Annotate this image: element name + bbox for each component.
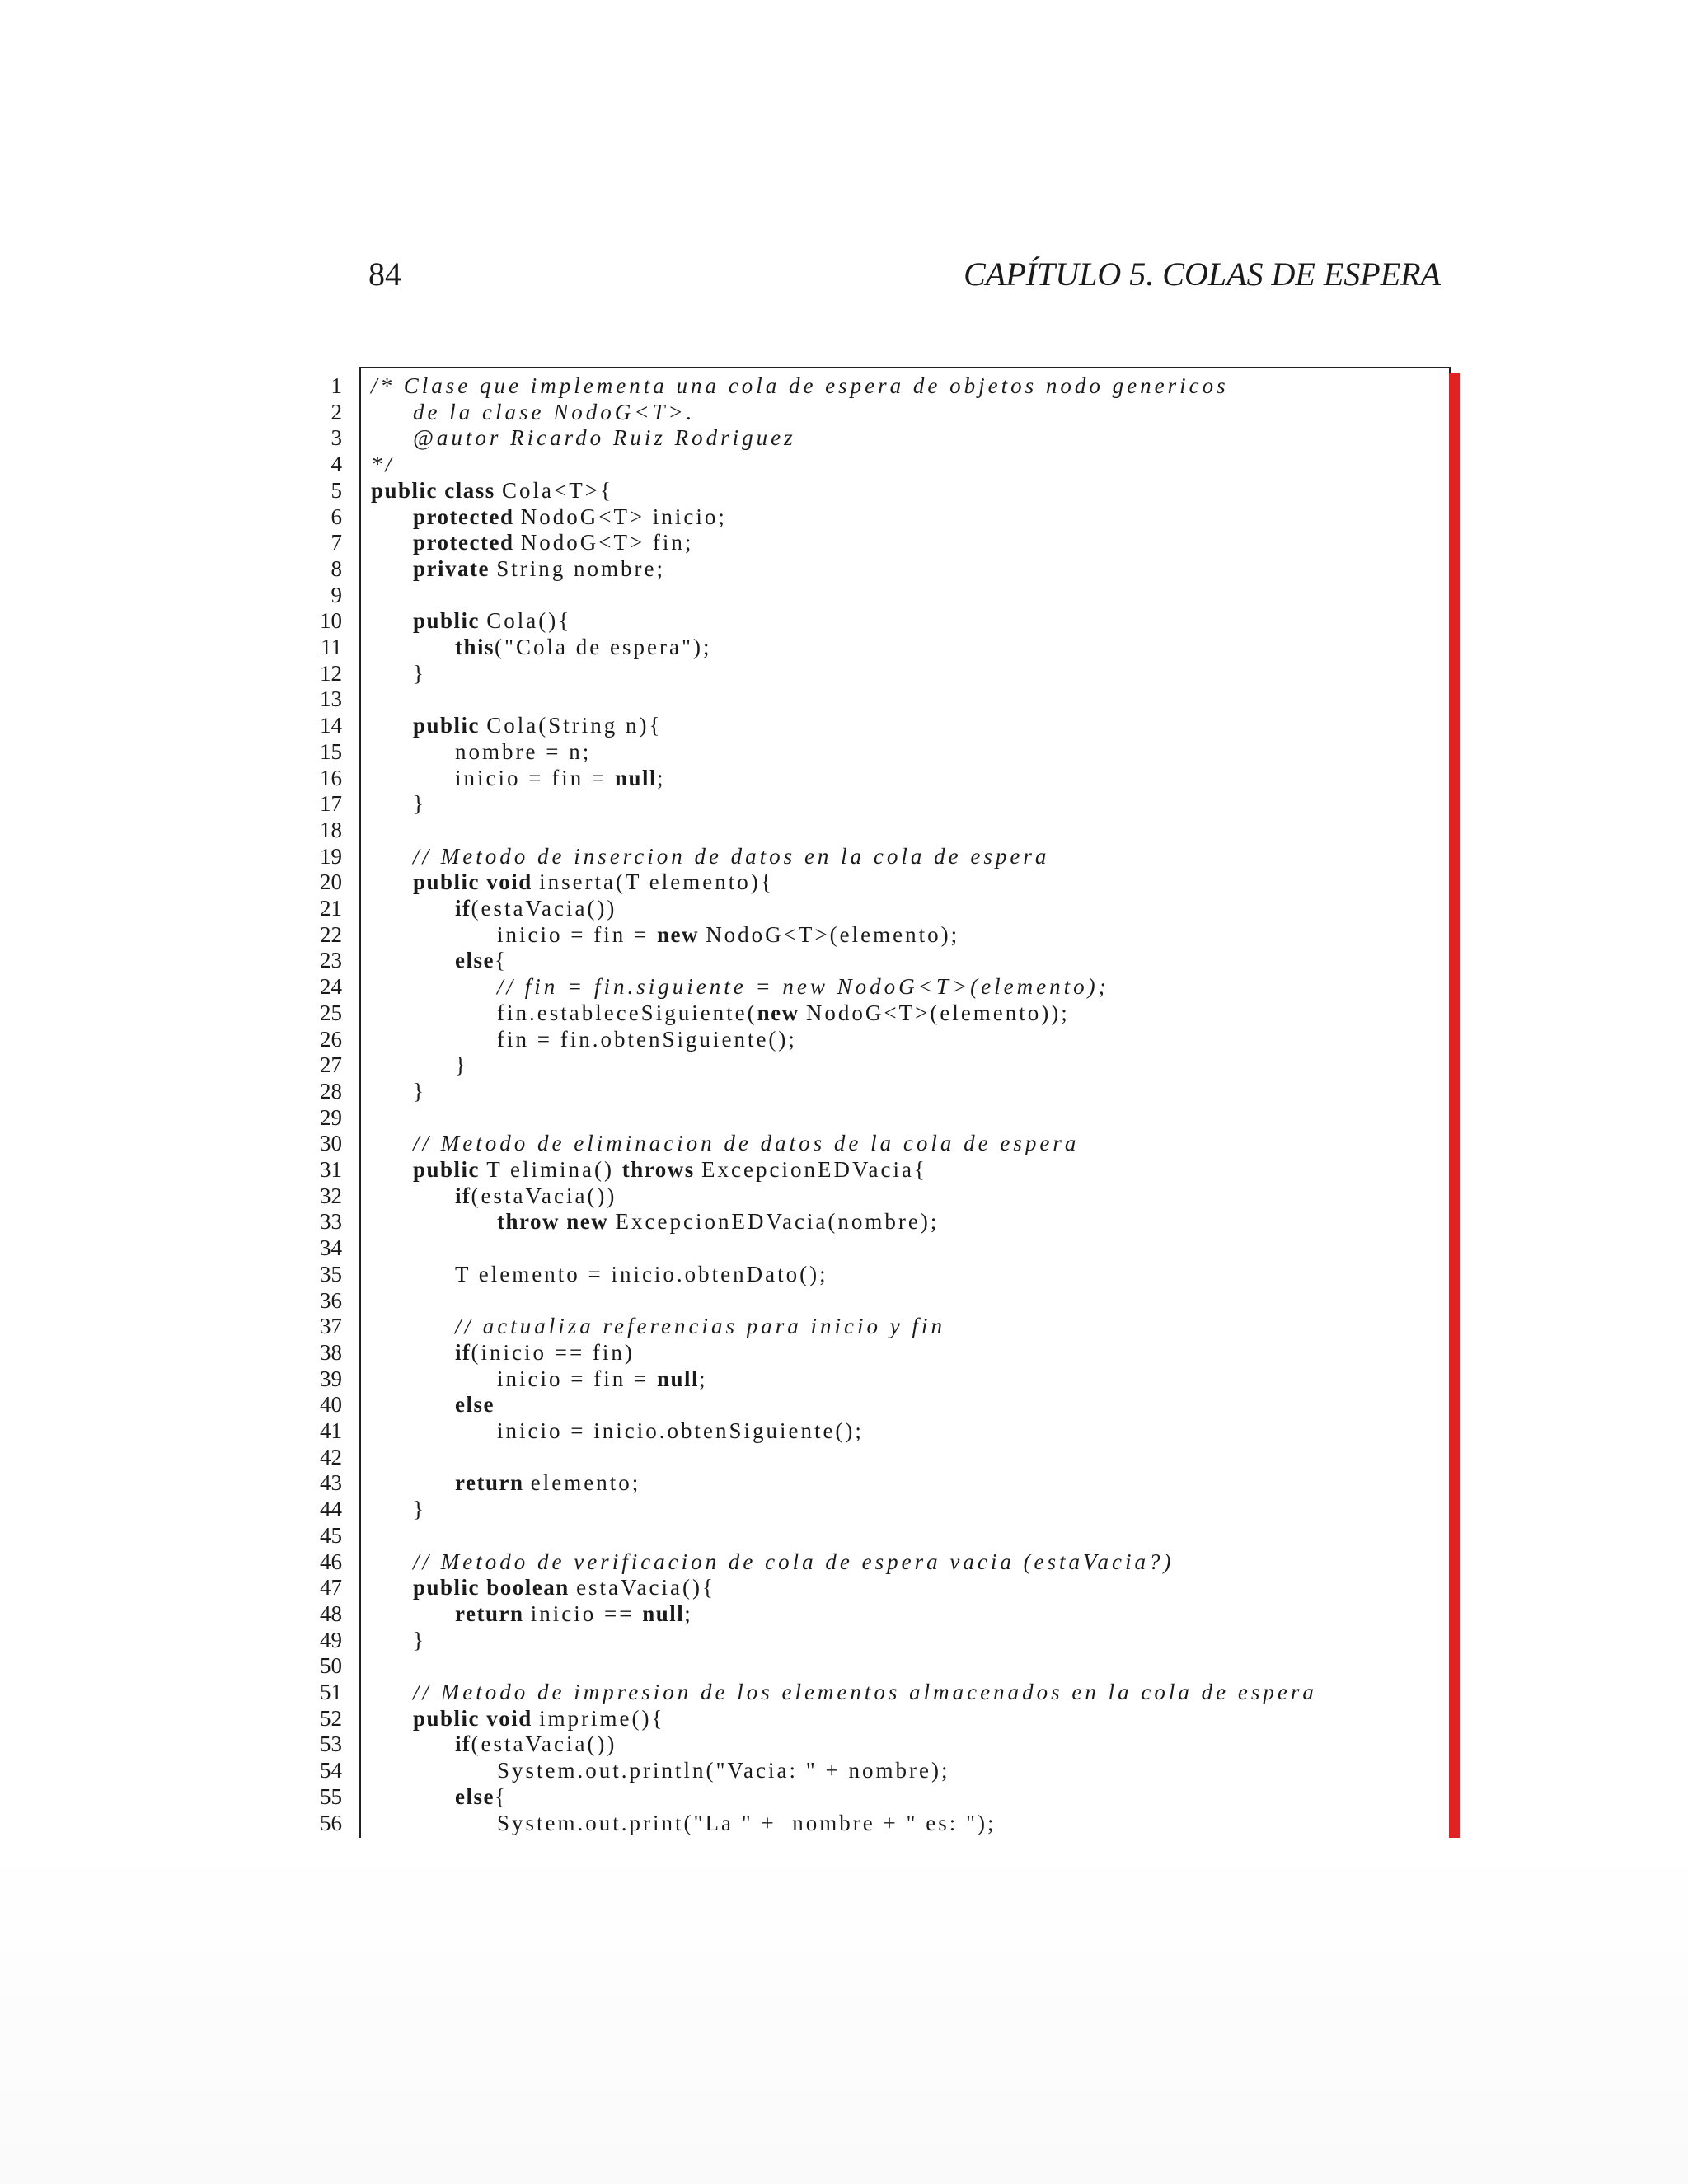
code-token: { [494, 1783, 508, 1809]
code-text [497, 1811, 996, 1837]
code-text [371, 452, 395, 478]
line-number: 27 [320, 1052, 342, 1078]
code-text [455, 948, 508, 974]
code-keyword: null [614, 765, 657, 790]
code-text [455, 1732, 617, 1758]
line-number: 49 [320, 1627, 342, 1652]
code-token: NodoG<T> inicio; [520, 504, 727, 529]
line-number: 25 [320, 1000, 342, 1025]
line-number: 15 [320, 738, 342, 764]
code-text [413, 1549, 1175, 1576]
code-token: inicio = fin = [455, 765, 615, 790]
code-text [413, 608, 571, 635]
code-keyword: else [455, 1392, 495, 1418]
code-text [413, 1680, 1317, 1706]
code-text [413, 504, 727, 531]
code-text [455, 1340, 635, 1366]
line-number: 48 [320, 1601, 342, 1626]
code-text [455, 1262, 828, 1288]
code-text [497, 1366, 708, 1393]
line-number: 51 [320, 1680, 342, 1704]
code-token: ; [684, 1601, 693, 1626]
code-text [455, 1392, 495, 1418]
code-keyword: return [455, 1470, 531, 1496]
code-text [497, 1027, 797, 1053]
code-keyword: private [413, 555, 497, 581]
code-keyword: public [413, 608, 487, 634]
code-keyword: if [455, 896, 471, 921]
line-number: 54 [320, 1758, 342, 1783]
code-keyword: if [455, 1732, 471, 1757]
code-text [413, 844, 1049, 870]
code-token: fin.estableceSiguiente( [497, 1000, 757, 1025]
line-number: 41 [320, 1418, 342, 1443]
code-text [413, 1575, 715, 1601]
line-number: 1 [331, 373, 342, 398]
code-text [413, 556, 665, 583]
code-keyword: public void [413, 869, 540, 895]
code-token: T elemento = inicio.obtenDato(); [455, 1261, 828, 1286]
code-token: ; [698, 1366, 708, 1391]
code-token: (estaVacia()) [471, 896, 617, 921]
line-number: 46 [320, 1549, 342, 1574]
page-number: 84 [368, 255, 401, 293]
code-token: { [494, 948, 508, 973]
code-comment: @autor Ricardo Ruiz Rodriguez [413, 425, 796, 451]
line-number: 7 [331, 530, 342, 555]
code-token: Cola<T>{ [502, 477, 613, 503]
code-comment: // Metodo de insercion de datos en la cola de espera [413, 843, 1050, 869]
code-comment: // Metodo de impresion de los elementos almacenados en la cola de espera [413, 1680, 1317, 1704]
line-number: 2 [331, 399, 342, 424]
code-comment: // Metodo de eliminacion de datos de la cola de espera [413, 1131, 1080, 1156]
code-text [455, 766, 666, 792]
code-text [413, 869, 774, 896]
code-token: inserta(T elemento){ [539, 869, 774, 895]
code-text [413, 1079, 426, 1105]
line-number: 36 [320, 1287, 342, 1313]
line-number: 33 [320, 1209, 342, 1235]
line-number: 11 [321, 635, 342, 659]
code-token: Cola(String n){ [486, 713, 663, 738]
code-token: NodoG<T>(elemento); [706, 921, 960, 947]
line-number: 5 [331, 477, 342, 503]
code-text [455, 1470, 640, 1497]
line-number: 13 [320, 687, 342, 712]
code-token: (estaVacia()) [471, 1183, 617, 1208]
line-number: 53 [320, 1732, 342, 1757]
code-keyword: protected [413, 530, 521, 555]
code-token: } [455, 1052, 468, 1078]
code-text [497, 922, 959, 949]
code-text [413, 400, 695, 426]
code-token: NodoG<T>(elemento)); [805, 1000, 1070, 1025]
code-keyword: return [455, 1601, 531, 1626]
code-token: System.out.println("Vacia: " + nombre); [497, 1758, 950, 1783]
line-number: 21 [320, 896, 342, 921]
line-number: 9 [331, 582, 342, 607]
line-number: 12 [320, 660, 342, 686]
code-keyword: public void [413, 1705, 540, 1731]
line-number: 16 [320, 765, 342, 790]
line-number: 20 [320, 869, 342, 895]
line-number: 10 [320, 608, 342, 634]
code-token: Cola(){ [486, 608, 572, 634]
code-token: nombre = n; [455, 738, 592, 764]
code-keyword: public class [371, 477, 503, 503]
code-comment: /* Clase que implementa una cola de espera de objetos nodo genericos [371, 373, 1229, 398]
line-number: 50 [320, 1653, 342, 1679]
code-keyword: public boolean [413, 1575, 577, 1601]
line-number: 19 [320, 843, 342, 869]
line-number: 45 [320, 1522, 342, 1548]
chapter-title: CAPÍTULO 5. COLAS DE ESPERA [964, 255, 1441, 293]
code-keyword: if [455, 1183, 471, 1208]
line-number: 39 [320, 1366, 342, 1391]
code-token: } [413, 1627, 426, 1652]
line-number: 37 [320, 1314, 342, 1339]
code-keyword: public [413, 713, 487, 738]
line-number: 40 [320, 1392, 342, 1418]
code-text [413, 1497, 426, 1523]
line-number: 43 [320, 1470, 342, 1496]
code-token: elemento; [530, 1470, 641, 1496]
code-text [413, 1157, 927, 1183]
line-number: 52 [320, 1705, 342, 1731]
code-keyword: public [413, 1157, 487, 1182]
code-token: String nombre; [496, 555, 665, 581]
line-number: 28 [320, 1078, 342, 1104]
code-text [497, 1001, 1070, 1027]
code-comment: // actualiza referencias para inicio y fin [455, 1314, 945, 1339]
code-comment: // Metodo de verificacion de cola de espera vacia (estaVacia?) [413, 1549, 1175, 1574]
code-token: inicio = inicio.obtenSiguiente(); [497, 1418, 864, 1443]
code-text [413, 1706, 665, 1732]
code-text [497, 974, 1109, 1001]
code-text [455, 1052, 468, 1079]
code-text [455, 1314, 945, 1340]
margin-red-bar [1449, 373, 1460, 1838]
code-token: NodoG<T> fin; [520, 530, 694, 555]
line-number: 31 [320, 1157, 342, 1182]
line-number: 14 [320, 713, 342, 738]
line-number: 34 [320, 1235, 342, 1261]
code-token: inicio = fin = [497, 921, 657, 947]
code-text [455, 1784, 508, 1811]
code-keyword: throws [621, 1157, 702, 1182]
code-keyword: protected [413, 504, 521, 529]
code-text [413, 1628, 426, 1654]
code-token: (inicio == fin) [471, 1339, 635, 1365]
code-text [497, 1758, 950, 1784]
code-text [371, 373, 1229, 400]
code-text [497, 1209, 939, 1235]
line-number: 18 [320, 817, 342, 842]
page-bottom-shade [0, 1838, 1688, 2184]
line-number: 35 [320, 1261, 342, 1286]
code-token: inicio == [530, 1601, 643, 1626]
code-keyword: null [656, 1366, 699, 1391]
code-text [371, 478, 613, 504]
code-token: } [413, 1078, 426, 1104]
code-text [455, 1183, 617, 1210]
code-keyword: new [656, 921, 706, 947]
code-token: ; [656, 765, 666, 790]
line-number: 47 [320, 1575, 342, 1601]
code-token: inicio = fin = [497, 1366, 657, 1391]
code-text [497, 1418, 864, 1445]
line-number: 29 [320, 1104, 342, 1130]
code-token: ("Cola de espera"); [495, 635, 712, 659]
line-number: 44 [320, 1497, 342, 1522]
line-number: 38 [320, 1339, 342, 1365]
line-number: 23 [320, 948, 342, 973]
line-number: 17 [320, 791, 342, 817]
code-text [455, 896, 617, 922]
code-text [455, 739, 591, 766]
code-comment: */ [371, 452, 396, 477]
code-token: T elimina() [486, 1157, 622, 1182]
code-token: } [413, 791, 426, 817]
code-comment: // fin = fin.siguiente = new NodoG<T>(elemento); [497, 974, 1109, 1000]
code-text [413, 791, 426, 818]
line-number: 55 [320, 1783, 342, 1809]
code-text [413, 661, 426, 687]
code-token: ExcepcionEDVacia(nombre); [615, 1209, 940, 1235]
code-text [413, 425, 796, 452]
line-number: 30 [320, 1131, 342, 1156]
code-token: imprime(){ [539, 1705, 665, 1731]
code-token: } [413, 1497, 426, 1522]
code-listing [0, 367, 1688, 1838]
code-text [413, 530, 693, 556]
code-token: estaVacia(){ [576, 1575, 715, 1601]
code-token: ExcepcionEDVacia{ [701, 1157, 927, 1182]
line-number: 56 [320, 1810, 342, 1835]
line-number: 6 [331, 504, 342, 529]
code-token: } [413, 660, 426, 686]
code-keyword: this [455, 635, 495, 659]
code-text [455, 1601, 693, 1628]
line-number: 4 [331, 452, 342, 477]
line-number: 26 [320, 1026, 342, 1052]
code-text [455, 635, 712, 661]
line-number: 32 [320, 1183, 342, 1208]
code-keyword: if [455, 1339, 471, 1365]
code-text [413, 713, 663, 739]
code-text [413, 1131, 1079, 1157]
code-token: System.out.print("La " + nombre + " es: "); [497, 1810, 996, 1835]
code-keyword: throw new [497, 1209, 616, 1235]
code-keyword: new [757, 1000, 806, 1025]
line-number: 42 [320, 1444, 342, 1469]
line-number: 3 [331, 425, 342, 451]
code-comment: de la clase NodoG<T>. [413, 399, 696, 424]
code-keyword: else [455, 948, 495, 973]
code-keyword: else [455, 1783, 495, 1809]
line-number: 22 [320, 921, 342, 947]
code-keyword: null [642, 1601, 685, 1626]
code-token: (estaVacia()) [471, 1732, 617, 1757]
code-token: fin = fin.obtenSiguiente(); [497, 1026, 797, 1052]
line-number: 24 [320, 974, 342, 1000]
line-number: 8 [331, 555, 342, 581]
